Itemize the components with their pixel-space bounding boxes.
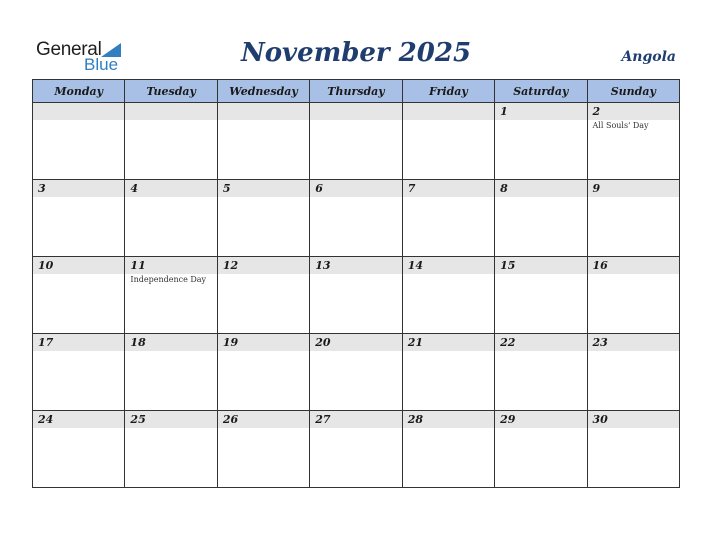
day-cell: [587, 411, 679, 488]
holiday-label: [495, 274, 586, 275]
holiday-label: [33, 351, 124, 352]
holiday-label: [218, 351, 309, 352]
holiday-label: [310, 351, 401, 352]
page-title: November 2025: [240, 38, 472, 68]
holiday-label: [310, 428, 401, 429]
day-number: 21: [403, 334, 494, 351]
day-cell: [33, 103, 125, 180]
day-cell: [402, 103, 494, 180]
day-number: 26: [218, 411, 309, 428]
day-cell: [402, 180, 494, 257]
holiday-label: [33, 274, 124, 275]
day-cell: [402, 257, 494, 334]
day-cell: [217, 257, 309, 334]
day-number: 18: [125, 334, 216, 351]
weekday-header: Monday: [33, 80, 125, 103]
day-number: 30: [588, 411, 679, 428]
holiday-label: [218, 274, 309, 275]
holiday-label: [588, 428, 679, 429]
day-cell: [495, 180, 587, 257]
day-cell: [33, 257, 125, 334]
holiday-label: [403, 428, 494, 429]
day-cell: [402, 334, 494, 411]
day-number: 12: [218, 257, 309, 274]
day-number: 25: [125, 411, 216, 428]
holiday-label: [403, 120, 494, 121]
day-cell: [495, 411, 587, 488]
weekday-header: Tuesday: [125, 80, 217, 103]
holiday-label: [33, 428, 124, 429]
day-cell: [402, 411, 494, 488]
holiday-label: [218, 120, 309, 121]
day-cell: [587, 257, 679, 334]
logo-text-general: General: [36, 39, 102, 60]
day-cell: [217, 103, 309, 180]
holiday-label: [125, 120, 216, 121]
week-row: [33, 411, 680, 488]
day-number: 8: [495, 180, 586, 197]
country-label: Angola: [621, 49, 676, 65]
day-cell: [125, 411, 217, 488]
weekday-header: Friday: [402, 80, 494, 103]
holiday-label: [218, 428, 309, 429]
day-cell: [125, 103, 217, 180]
day-number: 29: [495, 411, 586, 428]
day-number: 19: [218, 334, 309, 351]
day-number: 10: [33, 257, 124, 274]
holiday-label: [588, 274, 679, 275]
weekday-header: Saturday: [495, 80, 587, 103]
day-cell: [33, 334, 125, 411]
day-number: 3: [33, 180, 124, 197]
day-number: [218, 103, 309, 120]
day-number: [310, 103, 401, 120]
holiday-label: [125, 428, 216, 429]
day-number: 4: [125, 180, 216, 197]
holiday-label: [403, 197, 494, 198]
day-number: 14: [403, 257, 494, 274]
day-number: 5: [218, 180, 309, 197]
day-cell: [33, 411, 125, 488]
day-cell: [495, 257, 587, 334]
day-number: 23: [588, 334, 679, 351]
holiday-label: [310, 274, 401, 275]
day-cell: [495, 103, 587, 180]
day-number: 16: [588, 257, 679, 274]
day-number: 13: [310, 257, 401, 274]
week-row: [33, 180, 680, 257]
holiday-label: [495, 428, 586, 429]
day-number: [125, 103, 216, 120]
day-number: 24: [33, 411, 124, 428]
holiday-label: [310, 120, 401, 121]
day-cell: [125, 257, 217, 334]
logo-text-blue: Blue: [84, 55, 119, 74]
day-number: 15: [495, 257, 586, 274]
day-number: 6: [310, 180, 401, 197]
week-row: [33, 257, 680, 334]
day-number: 9: [588, 180, 679, 197]
holiday-label: [403, 274, 494, 275]
day-number: 17: [33, 334, 124, 351]
week-row: [33, 334, 680, 411]
holiday-label: [495, 351, 586, 352]
weekday-header-row: [33, 80, 680, 103]
holiday-label: [33, 197, 124, 198]
day-cell: [587, 180, 679, 257]
day-number: 2: [588, 103, 679, 120]
day-number: 27: [310, 411, 401, 428]
day-number: 20: [310, 334, 401, 351]
holiday-label: [33, 120, 124, 121]
holiday-label: All Souls' Day: [592, 121, 649, 130]
day-cell: [310, 180, 402, 257]
weekday-header: Wednesday: [217, 80, 309, 103]
day-number: [33, 103, 124, 120]
day-cell: [217, 411, 309, 488]
day-cell: [310, 257, 402, 334]
day-number: 11: [125, 257, 216, 274]
holiday-label: [588, 351, 679, 352]
holiday-label: [495, 197, 586, 198]
day-cell: [125, 334, 217, 411]
holiday-label: [218, 197, 309, 198]
day-cell: [310, 411, 402, 488]
holiday-label: [310, 197, 401, 198]
holiday-label: Independence Day: [130, 275, 207, 284]
holiday-label: [495, 120, 586, 121]
day-cell: [587, 103, 679, 180]
holiday-label: [125, 197, 216, 198]
holiday-label: [588, 197, 679, 198]
day-number: 1: [495, 103, 586, 120]
day-cell: [310, 103, 402, 180]
holiday-label: [403, 351, 494, 352]
day-number: 7: [403, 180, 494, 197]
weekday-header: Sunday: [587, 80, 679, 103]
day-cell: [33, 180, 125, 257]
holiday-label: [125, 351, 216, 352]
day-cell: [217, 334, 309, 411]
day-number: [403, 103, 494, 120]
day-cell: [125, 180, 217, 257]
day-cell: [587, 334, 679, 411]
week-row: [33, 103, 680, 180]
day-number: 22: [495, 334, 586, 351]
weekday-header: Thursday: [310, 80, 402, 103]
calendar-grid: [32, 79, 680, 488]
day-cell: [495, 334, 587, 411]
day-number: 28: [403, 411, 494, 428]
day-cell: [217, 180, 309, 257]
day-cell: [310, 334, 402, 411]
